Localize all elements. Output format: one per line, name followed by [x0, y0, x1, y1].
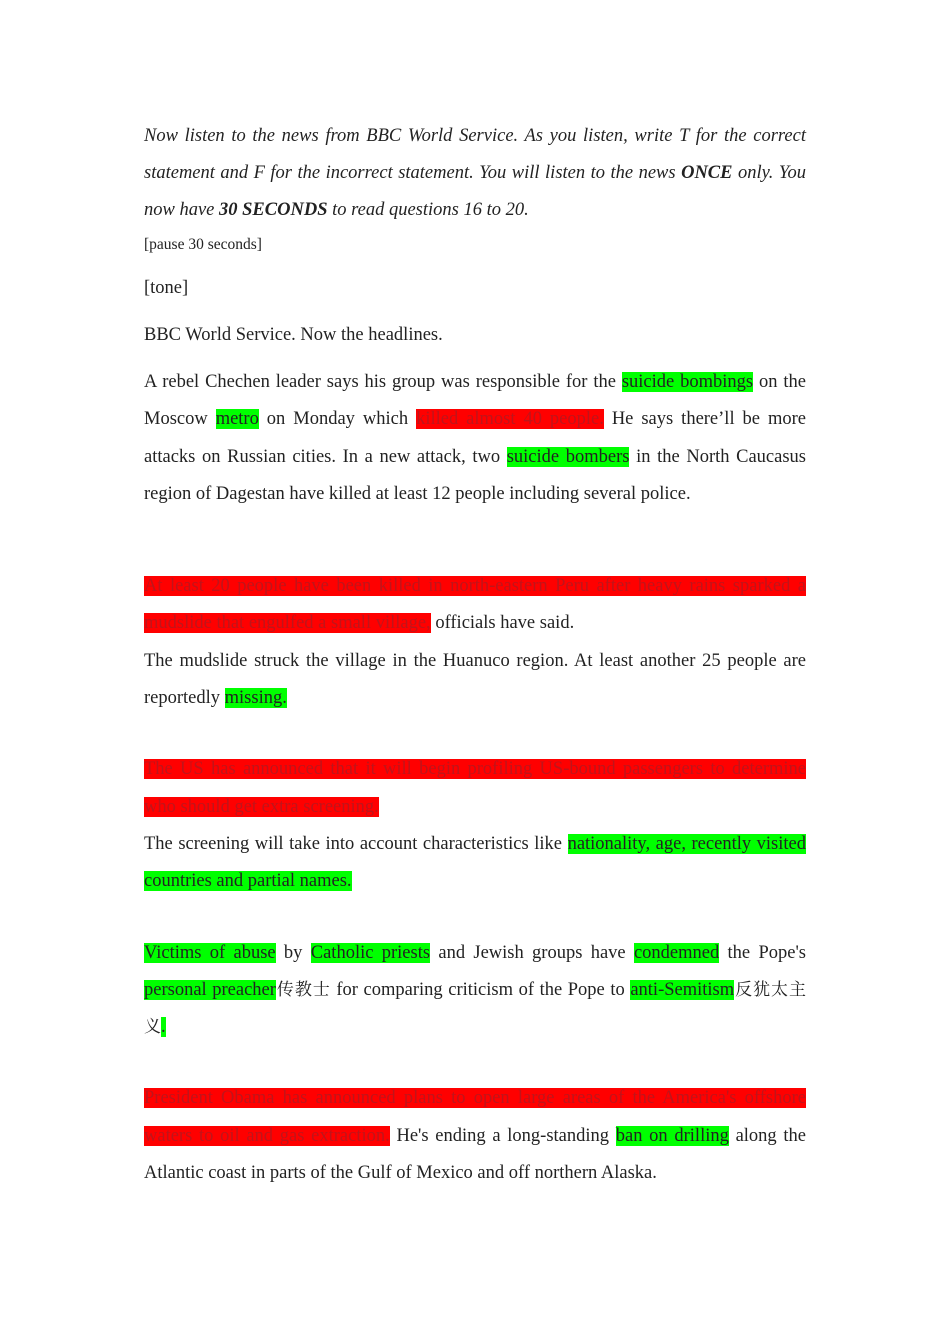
- news-text: The mudslide struck the village in the Huanuco region. At least another 25 people are reportedly: [144, 650, 806, 709]
- green-highlight: Catholic priests: [310, 942, 431, 963]
- tone-note: [tone]: [144, 278, 189, 298]
- news-text: The screening will take into account characteristics like: [144, 833, 568, 854]
- news-text: A rebel Chechen leader says his group was responsible for the: [144, 372, 622, 392]
- news-text: He's ending a long-standing: [389, 1125, 616, 1146]
- news-text: and Jewish groups have: [430, 942, 634, 963]
- news-text: on Monday which: [258, 409, 417, 430]
- green-highlight: personal preacher: [144, 979, 276, 1000]
- document-page: [144, 118, 806, 1192]
- green-highlight: .: [161, 1017, 166, 1038]
- red-highlight: The US has announced that it will begin profiling US-bound passengers to determine who should get extra screening.: [144, 759, 806, 817]
- instructions: [144, 118, 806, 229]
- green-highlight: anti-Semitism: [630, 979, 735, 1000]
- news-item-us-screening: [144, 751, 806, 826]
- news-item-obama: [144, 1080, 806, 1192]
- green-highlight: suicide bombings: [621, 372, 754, 392]
- chinese-gloss: 传教士: [275, 979, 331, 1000]
- instructions-text: to read questions 16 to 20.: [327, 200, 529, 220]
- red-highlight: President Obama has announced plans to open large areas of the America's offshore waters to oil and gas extraction.: [144, 1088, 806, 1146]
- news-text: along the Atlantic coast in parts of the Gulf of Mexico and off northern Alaska.: [144, 1125, 806, 1184]
- green-highlight: missing.: [224, 688, 287, 709]
- news-item-pope: [144, 935, 806, 1047]
- chinese-gloss: 反犹太主义: [144, 979, 806, 1038]
- green-highlight: metro: [215, 409, 259, 430]
- green-highlight: Victims of abuse: [144, 942, 276, 963]
- news-item-peru: [144, 568, 806, 643]
- red-highlight: At least 20 people have been killed in north-eastern Peru after heavy rains sparked a mudslide that engulfed a small village,: [144, 576, 806, 634]
- pause-note: [pause 30 seconds]: [144, 236, 262, 253]
- green-highlight: condemned: [633, 942, 720, 963]
- news-text: for comparing criticism of the Pope to: [330, 979, 631, 1000]
- instructions-text: Now listen to the news from BBC World Service. As you listen, write T for the correct statement and F for the incorrect statement. You will listen to the news: [144, 126, 806, 183]
- seconds-emphasis: 30 SECONDS: [219, 200, 328, 220]
- news-text: officials have said.: [430, 613, 575, 634]
- news-text: on the Moscow: [144, 372, 806, 430]
- green-highlight: suicide bombers: [506, 446, 630, 467]
- green-highlight: nationality, age, recently visited countries and partial names.: [144, 833, 806, 892]
- news-item-peru-detail: [144, 643, 806, 718]
- news-text: the Pope's: [719, 942, 806, 963]
- news-text: He says there’ll be more attacks on Russian cities. In a new attack, two: [144, 409, 806, 467]
- news-text: in the North Caucasus region of Dagestan have killed at least 12 people including several police.: [144, 446, 806, 504]
- once-emphasis: ONCE: [681, 163, 733, 183]
- instructions-text: only. You now have: [144, 163, 807, 220]
- red-highlight: killed almost 40 people.: [416, 409, 604, 430]
- green-highlight: ban on drilling: [615, 1125, 729, 1146]
- news-text: by: [275, 942, 311, 963]
- news-item-chechen: [144, 364, 806, 513]
- news-item-us-screening-detail: [144, 826, 806, 901]
- headlines-intro: BBC World Service. Now the headlines.: [144, 325, 443, 345]
